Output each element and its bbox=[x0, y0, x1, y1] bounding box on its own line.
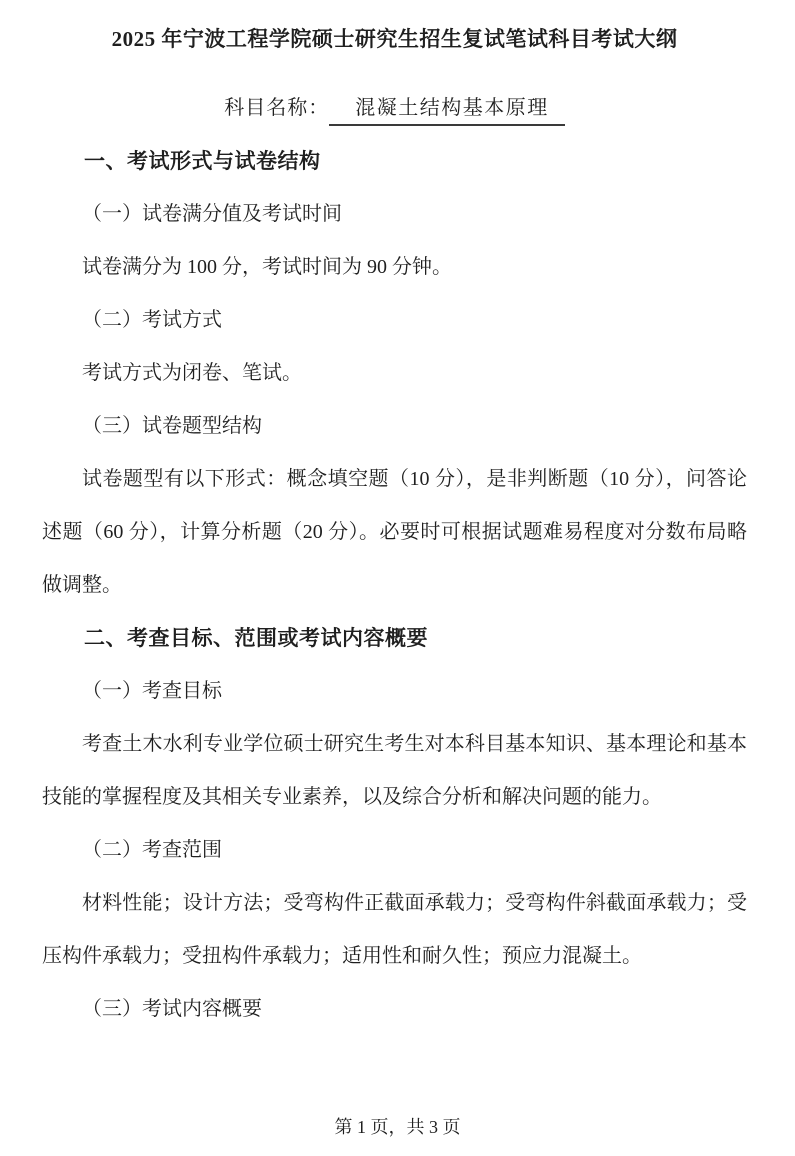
sub-heading-2-3: （三）考试内容概要 bbox=[82, 998, 262, 1020]
subject-label: 科目名称： bbox=[224, 97, 330, 119]
page-indicator: 第 1 页，共 3 页 bbox=[334, 1117, 461, 1137]
sub-heading-1-2: （二）考试方式 bbox=[82, 309, 222, 331]
page-footer bbox=[0, 1116, 795, 1138]
paragraph-exam-method: 考试方式为闭卷、笔试。 bbox=[82, 362, 302, 384]
sub-heading-2-1: （一）考查目标 bbox=[82, 680, 222, 702]
paragraph-full-score: 试卷满分为 100 分，考试时间为 90 分钟。 bbox=[82, 256, 452, 278]
sub-heading-2-2: （二）考查范围 bbox=[82, 839, 222, 861]
sub-heading-1-1: （一）试卷满分值及考试时间 bbox=[82, 203, 342, 225]
document-body bbox=[42, 135, 747, 1036]
sub-heading-1-3: （三）试卷题型结构 bbox=[82, 415, 262, 437]
paragraph-exam-scope: 材料性能；设计方法；受弯构件正截面承载力；受弯构件斜截面承载力；受压构件承载力；受扭构件承载力；适用性和耐久性；预应力混凝土。 bbox=[42, 892, 747, 967]
subject-line bbox=[42, 82, 747, 135]
section-heading-1: 一、考试形式与试卷结构 bbox=[84, 150, 321, 173]
paragraph-exam-goal: 考查土木水利专业学位硕士研究生考生对本科目基本知识、基本理论和基本技能的掌握程度及其相关专业素养，以及综合分析和解决问题的能力。 bbox=[42, 733, 747, 808]
document-title: 2025 年宁波工程学院硕士研究生招生复试笔试科目考试大纲 bbox=[111, 27, 678, 51]
paragraph-question-types: 试卷题型有以下形式：概念填空题（10 分），是非判断题（10 分），问答论述题（60 分），计算分析题（20 分）。必要时可根据试题难易程度对分数布局略做调整。 bbox=[42, 468, 747, 596]
subject-value-underlined: 混凝土结构基本原理 bbox=[329, 93, 565, 126]
section-heading-2: 二、考查目标、范围或考试内容概要 bbox=[84, 627, 428, 650]
